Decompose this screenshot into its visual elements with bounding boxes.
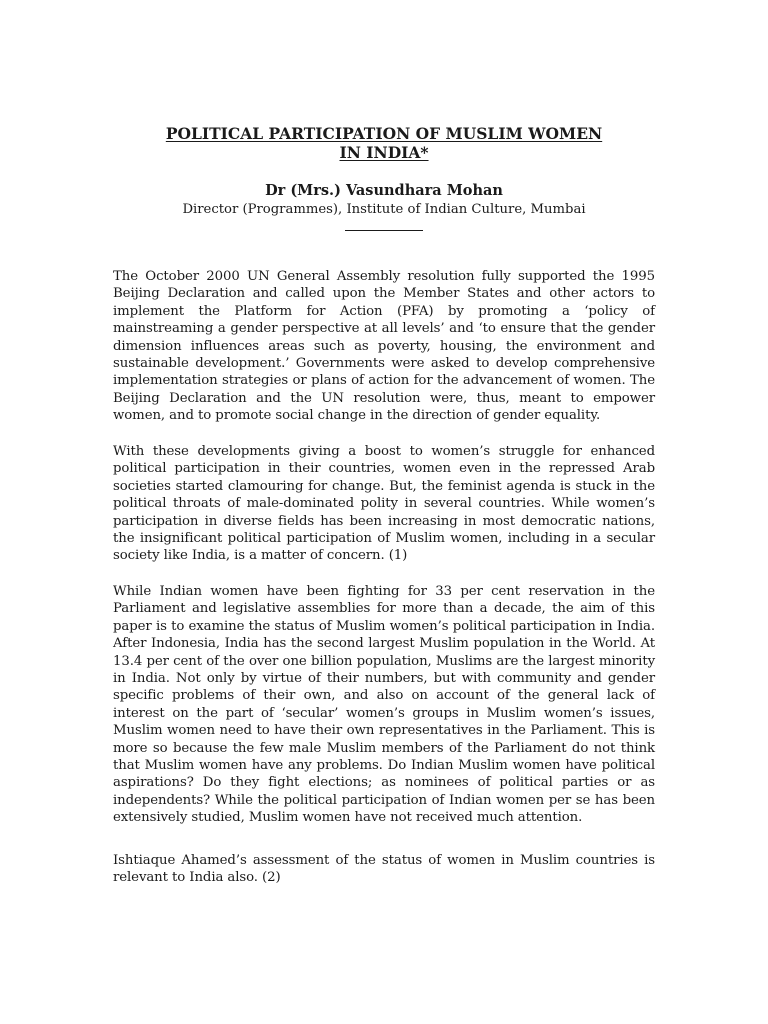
title-line-1-text: POLITICAL PARTICIPATION OF MUSLIM WOMEN bbox=[165, 124, 603, 143]
divider-rule bbox=[345, 230, 423, 231]
title-line-2-text: IN INDIA* bbox=[339, 143, 429, 162]
author-name: Dr (Mrs.) Vasundhara Mohan bbox=[265, 182, 503, 199]
paragraph-1: The October 2000 UN General Assembly resolution fully supported the 1995 Beijing Declaration and called upon the Member States and other actors to implement the Platform for Action (PFA) by promoting a ‘policy of mainstreaming a gender perspective at all levels’ and ‘to ensure that the gender dimension influences areas such as poverty, housing, the environment and sustainable development.’ Governments were asked to develop comprehensive implementation strategies or plans of action for the advancement of women. The Beijing Declaration and the UN resolution were, thus, meant to empower women, and to promote social change in the direction of gender equality. bbox=[113, 269, 655, 424]
title-line-1 bbox=[0, 124, 768, 143]
title-line-2 bbox=[0, 143, 768, 162]
paragraph-4: Ishtiaque Ahamed’s assessment of the status of women in Muslim countries is relevant to India also. (2) bbox=[113, 853, 655, 886]
author-affiliation: Director (Programmes), Institute of Indian Culture, Mumbai bbox=[182, 202, 586, 217]
paragraph-3: While Indian women have been fighting for 33 per cent reservation in the Parliament and legislative assemblies for more than a decade, the aim of this paper is to examine the status of Muslim women’s political participation in India. After Indonesia, India has the second largest Muslim population in the World. At 13.4 per cent of the over one billion population, Muslims are the largest minority in India. Not only by virtue of their numbers, but with community and gender specific problems of their own, and also on account of the general lack of interest on the part of ‘secular’ women’s groups in Muslim women’s issues, Muslim women need to have their own representatives in the Parliament. This is more so because the few male Muslim members of the Parliament do not think that Muslim women have any problems. Do Indian Muslim women have political aspirations? Do they fight elections; as nominees of political parties or as independents? While the political participation of Indian women per se has been extensively studied, Muslim women have not received much attention. bbox=[113, 584, 655, 826]
paragraph-2: With these developments giving a boost to women’s struggle for enhanced political participation in their countries, women even in the repressed Arab societies started clamouring for change. But, the feminist agenda is stuck in the political throats of male-dominated polity in several countries. While women’s participation in diverse fields has been increasing in most democratic nations, the insignificant political participation of Muslim women, including in a secular society like India, is a matter of concern. (1) bbox=[113, 444, 655, 564]
